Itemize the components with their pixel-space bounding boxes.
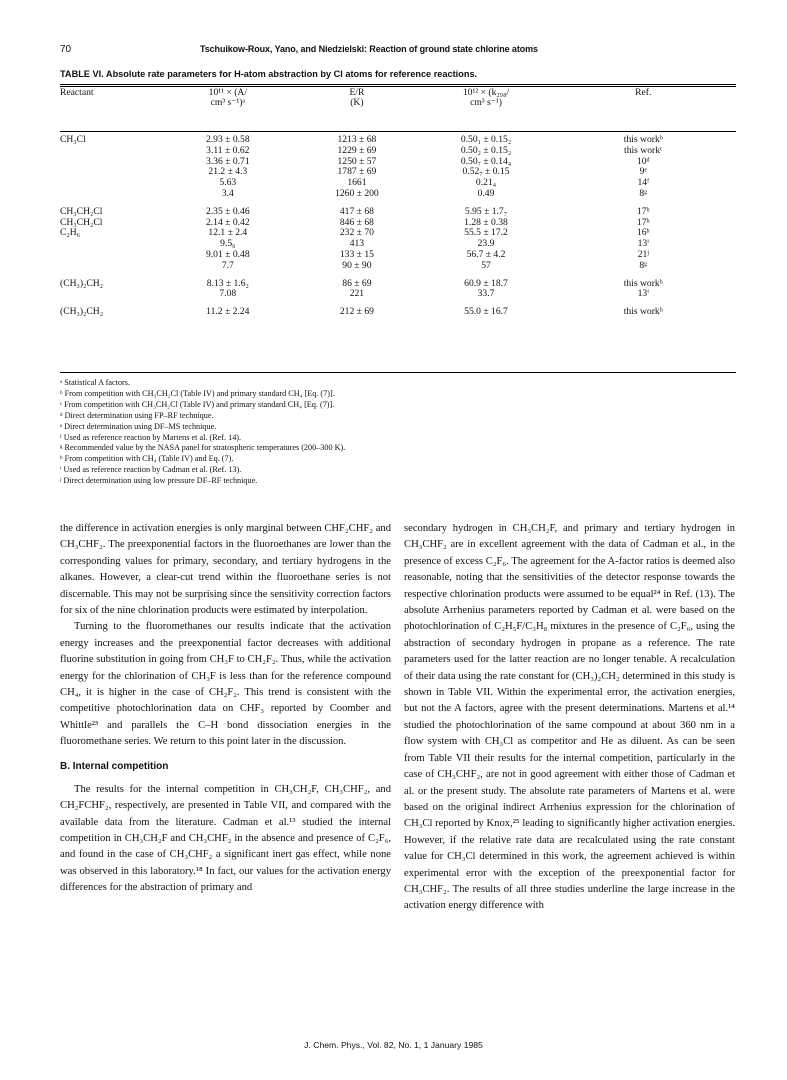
header-e-over-r: E/R (K)	[349, 87, 365, 108]
cell-ref: 14ᶠ	[637, 177, 650, 189]
table-row	[60, 218, 736, 229]
cell-e-over-r: 417 ± 68	[339, 205, 374, 217]
table-header-row	[60, 88, 736, 128]
section-heading: B. Internal competition	[60, 760, 169, 772]
header-k298: 10¹² × (k₂₉₈/ cm³ s⁻¹)	[462, 87, 510, 108]
cell-ref: this workʰ	[623, 306, 663, 318]
cell-ref: 13ⁱ	[637, 288, 649, 300]
cell-a-factor: 9.5₆	[220, 238, 236, 250]
cell-ref: 8ᵍ	[639, 259, 648, 271]
header-a-factor: 10¹¹ × (A/ cm³ s⁻¹)ᵃ	[208, 87, 247, 108]
cell-k298: 55.0 ± 16.7	[464, 306, 508, 318]
table-bottom-rule	[60, 372, 736, 373]
cell-k298: 0.49	[477, 187, 495, 199]
footnote: ʲ Direct determination using low pressure DF–RF technique.	[60, 476, 258, 486]
cell-e-over-r: 1250 ± 57	[337, 155, 377, 167]
cell-a-factor: 8.13 ± 1.6₂	[206, 277, 249, 289]
page-number: 70	[60, 44, 72, 55]
running-title: Tschuikow-Roux, Yano, and Niedzielski: Reaction of ground state chlorine atoms	[200, 44, 538, 54]
cell-k298: 55.5 ± 17.2	[464, 227, 508, 239]
cell-e-over-r: 413	[349, 238, 365, 250]
cell-k298: 33.7	[477, 288, 495, 300]
cell-reactant	[60, 261, 163, 272]
footnote: ᵇ From competition with CH₃CH₂Cl (Table IV) and primary standard CH₄ [Eq. (7)].	[60, 388, 335, 398]
cell-e-over-r: 232 ± 70	[339, 227, 374, 239]
journal-citation-footer: J. Chem. Phys., Vol. 82, No. 1, 1 January 1985	[304, 1040, 483, 1050]
cell-ref: 17ʰ	[636, 205, 650, 217]
cell-ref: 9ᵉ	[639, 166, 647, 178]
cell-a-factor: 3.36 ± 0.71	[205, 155, 250, 167]
table-row	[60, 279, 736, 290]
footnote: ᶜ From competition with CH₃CH₂Cl (Table IV) and primary standard CH₄ [Eq. (7)].	[60, 399, 335, 409]
right-column	[404, 521, 735, 915]
table-row	[60, 250, 736, 261]
cell-reactant: CH₃CH₂Cl	[60, 205, 103, 217]
cell-ref: this workᶜ	[624, 144, 663, 156]
cell-ref: 10ᵈ	[636, 155, 650, 167]
cell-ref: 17ʰ	[636, 216, 650, 228]
table-row	[60, 146, 736, 157]
cell-ref: 21ʲ	[637, 248, 649, 260]
cell-reactant: (CH₃)₂CH₂	[60, 306, 104, 318]
cell-reactant	[60, 250, 163, 261]
cell-reactant: CH₃Cl	[60, 134, 86, 145]
cell-k298: 0.21₄	[475, 177, 497, 189]
rate-parameters-table	[60, 88, 736, 318]
header-ref: Ref.	[635, 87, 652, 98]
footnote: ᵃ Statistical A factors.	[60, 378, 131, 387]
cell-e-over-r: 1787 ± 69	[337, 166, 377, 178]
cell-e-over-r: 90 ± 90	[342, 259, 372, 271]
cell-a-factor: 11.2 ± 2.24	[206, 306, 250, 318]
cell-k298: 60.9 ± 18.7	[464, 277, 508, 289]
cell-a-factor: 7.08	[219, 288, 237, 300]
cell-k298: 1.28 ± 0.38	[464, 216, 508, 228]
table-caption: TABLE VI. Absolute rate parameters for H-atom abstraction by Cl atoms for reference reactions.	[60, 69, 478, 79]
cell-e-over-r: 846 ± 68	[339, 216, 374, 228]
cell-reactant: C₂H₆	[60, 227, 81, 239]
cell-e-over-r: 221	[349, 288, 365, 300]
paragraph: the difference in activation energies is only marginal between CHF₂CHF₂ and CH₃CHF₂. The preexponential factors in the fluoroethanes are lower than the corresponding values for primary, secondary, and tertiary hydrogens in the alkanes. However, a clear-cut trend within the fluoroethane series is not discernable. This may not be surprising since the sensitivity correction factors for six of the nine chlorination products were estimated by interpolation.	[60, 523, 391, 617]
cell-reactant: (CH₃)₂CH₂	[60, 277, 104, 289]
cell-reactant: CH₃CH₂Cl	[60, 216, 103, 228]
cell-reactant	[60, 289, 163, 300]
table-row	[60, 178, 736, 189]
cell-k298: 0.50₇ ± 0.14₄	[460, 155, 512, 167]
footnote: ᵈ Direct determination using FP–RF technique.	[60, 410, 214, 420]
footnote: ʰ From competition with CH₄ (Table IV) and Eq. (7).	[60, 454, 234, 464]
cell-a-factor: 2.35 ± 0.46	[205, 205, 250, 217]
cell-e-over-r: 133 ± 15	[339, 248, 374, 260]
cell-k298: 5.95 ± 1.7₇	[464, 205, 508, 217]
footnote: ᵉ Direct determination using DF–MS technique.	[60, 421, 217, 431]
cell-a-factor: 5.63	[219, 177, 237, 189]
cell-k298: 57	[481, 259, 491, 271]
cell-reactant	[60, 178, 163, 189]
running-header	[60, 44, 740, 60]
table-row	[60, 289, 736, 300]
cell-e-over-r: 1661	[347, 177, 367, 189]
cell-reactant	[60, 239, 163, 250]
cell-ref: 8ᵍ	[639, 187, 648, 199]
cell-a-factor: 3.4	[221, 187, 234, 199]
cell-reactant	[60, 167, 163, 178]
paragraph: secondary hydrogen in CH₃CH₂F, and primary and tertiary hydrogen in CH₃CHF₂ are in excellent agreement with the data of Cadman et al., in the presence of excess C₂F₆. The agreement for the A-factor ratios is deemed also reasonable, noting that the sensitivities of the detector response towards the respective chlorination products were assumed to be equal²⁴ in Ref. (13). The absolute Arrhenius parameters reported by Cadman et al. were based on the photochlorination of C₂H₅F/C₃H₈ mixtures in the presence of C₂F₆, using the abstraction of secondary hydrogen in propane as a reference. The rate parameters used for the latter reaction are no longer tenable. A recalculation of their data using the rate constant for (CH₃)₂CH₂ determined in this study is shown in Table VII. Within the experimental error, the activation energies, but not the A factors, agree with the present determinations. Martens et al.¹⁴ studied the photochlorination of the same compound at about 360 nm in a flow system with CH₃Cl as competitor and He as diluent. As can be seen from Table VII their results for the internal competition, particularly in the case of CH₃CHF₂, are not in good agreement with either those of Cadman et al. or the present study. The absolute rate parameters of Martens et al. were based on the original indirect Arrhenius expression for the chlorination of CH₃Cl reported by Knox,²⁵ leading to significantly higher activation energies. However, if the relative rate data are recalculated using the rate constant value for CH₃Cl determined in this work, the agreement achieved is within experimental error with the exception of the preexponential factor for CH₃CHF₂. The results of all three studies underline the large increase in the activation energy difference with	[404, 523, 735, 912]
cell-k298: 0.52₇ ± 0.15	[462, 166, 510, 178]
footnote: ⁱ Used as reference reaction by Cadman et al. (Ref. 13).	[60, 465, 242, 475]
cell-a-factor: 2.93 ± 0.58	[205, 134, 250, 145]
cell-a-factor: 3.11 ± 0.62	[206, 144, 250, 156]
cell-ref: this workᵇ	[623, 134, 663, 145]
cell-k298: 23.9	[477, 238, 495, 250]
cell-e-over-r: 212 ± 69	[339, 306, 374, 318]
cell-a-factor: 9.01 ± 0.48	[205, 248, 250, 260]
cell-reactant	[60, 157, 163, 168]
table-row	[60, 189, 736, 200]
footnote: ᵍ Recommended value by the NASA panel for stratospheric temperatures (200–300 K).	[60, 443, 346, 453]
paragraph: The results for the internal competition in CH₃CH₂F, CH₃CHF₂, and CH₂FCHF₂, respectively, are presented in Table VII, and compared with the available data from the literature. Cadman et al.¹³ studied the internal competition in CH₃CH₂F and CH₃CHF₂ in the absence and presence of C₂F₆, and found in the case of CH₃CHF₂ a significant inert gas effect, while none was observed in this laboratory.¹⁸ In fact, our values for the activation energy differences for the abstraction of primary and	[60, 783, 391, 894]
header-reactant: Reactant	[60, 87, 94, 98]
cell-a-factor: 12.1 ± 2.4	[208, 227, 248, 239]
cell-k298: 0.50₁ ± 0.15₂	[460, 134, 512, 145]
cell-a-factor: 2.14 ± 0.42	[205, 216, 250, 228]
table-row	[60, 207, 736, 218]
cell-e-over-r: 1229 ± 69	[337, 144, 377, 156]
cell-e-over-r: 1260 ± 200	[335, 187, 379, 199]
table-row	[60, 228, 736, 239]
table-row	[60, 261, 736, 272]
cell-ref: 16ʰ	[636, 227, 650, 239]
cell-ref: 13ⁱ	[637, 238, 649, 250]
cell-reactant	[60, 189, 163, 200]
left-column	[60, 521, 391, 897]
cell-e-over-r: 86 ± 69	[342, 277, 372, 289]
table-row	[60, 307, 736, 318]
cell-k298: 0.50₂ ± 0.15₂	[460, 144, 512, 156]
cell-reactant	[60, 146, 163, 157]
table-row	[60, 239, 736, 250]
cell-ref: this workʰ	[623, 277, 663, 289]
cell-a-factor: 7.7	[221, 259, 234, 271]
cell-k298: 56.7 ± 4.2	[466, 248, 506, 260]
cell-e-over-r: 1213 ± 68	[337, 134, 377, 145]
table-top-rule	[60, 84, 736, 85]
footnote: ᶠ Used as reference reaction by Martens et al. (Ref. 14).	[60, 432, 242, 442]
table-footnotes	[60, 378, 740, 487]
cell-a-factor: 21.2 ± 4.3	[208, 166, 248, 178]
paragraph: Turning to the fluoromethanes our results indicate that the activation energy increases and the preexponential factor decreases with additional fluorine substitution in going from CH₃F to CH₂F₂. Thus, while the activation energy for the chlorination of CH₃F is less than for the reference compound CH₄, it is higher in the case of CH₂F₂. This trend is consistent with the competitive photochlorination data on CHF₃ reported by Coomber and Whittle²³ and parallels the C–H bond dissociation energies in the fluoromethane series. We return to this point later in the discussion.	[60, 621, 391, 748]
table-row	[60, 157, 736, 168]
table-row	[60, 167, 736, 178]
